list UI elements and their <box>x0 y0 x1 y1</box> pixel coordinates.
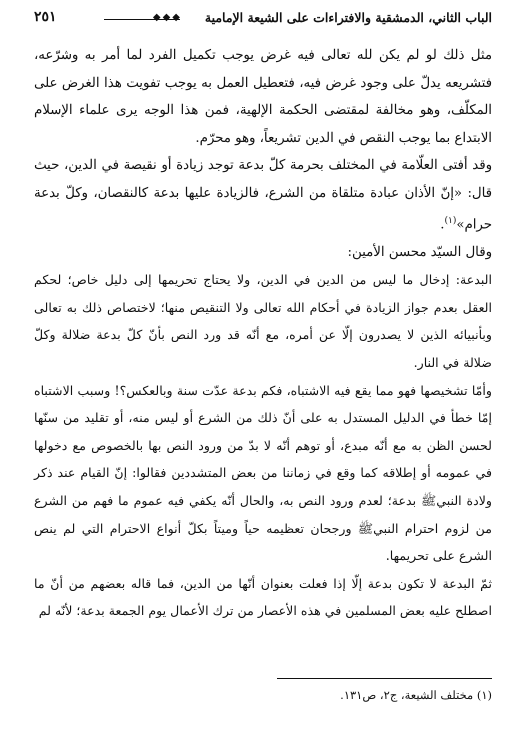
chapter-title: الباب الثاني، الدمشقية والافتراءات على الشيعة الإمامية <box>204 10 492 25</box>
running-header <box>34 6 492 32</box>
quote-intro: وقال السيّد محسن الأمين: <box>347 244 492 260</box>
footnote: (١) مختلف الشيعة، ج٢، ص١٣١. <box>340 688 492 702</box>
quoted-paragraph: ثمّ البدعة لا تكون بدعة إلّا إذا فعلت بعنوان أنّها من الدين، فما قاله بعضهم من أنّ ما اصطلح عليه بعض المسلمين في هذه الأعصار من ترك الأعمال يوم الجمعة بدعة؛ لأنّه لم <box>34 575 492 619</box>
quoted-paragraph: البدعة: إدخال ما ليس من الدين في الدين، ولا يحتاج تحريمها إلى دليل خاص؛ لحكم العقل بعدم جواز الزيادة في أحكام الله تعالى ولا التنقيص منها؛ لاختصاص ذلك به تعالى وبأنبيائه الذين لا يصدرون إلّا عن أمره، مع أنّه قد ورد النص بأنّ كلّ بدعة ضلالة وكلّ ضلالة في النار. <box>34 272 492 370</box>
paragraph: مثل ذلك لو لم يكن لله تعالى فيه غرض يوجب تكميل الفرد لما أمر به وشرّعه، فتشريعه يدلّ على وجود غرض فيه، فتعطيل العمل به يوجب تفويت هذا الغرض على المكلّف، وهو مخالفة لمقتضى الحكمة الإلهية، فمن هذا الوجه يرى علماء الإسلام الابتداع بما يوجب النقص في الدين تشريعاً، وهو محرّم. <box>34 48 492 146</box>
footnote-divider <box>277 678 492 679</box>
page-number: ٢٥١ <box>34 9 57 25</box>
footnote-reference: (١) <box>444 215 457 226</box>
quoted-paragraph: وأمّا تشخيصها فهو مما يقع فيه الاشتباه، فكم بدعة عدّت سنة وبالعكس؟! وسبب الاشتباه إمّا خطأ في الدليل المستدل به على أنّ ذلك من الشرع أو ليس منه، أو تقليد من سنّها لحسن الظن به مع أنّه مبدع، أو توهم أنّه لا بدّ من ورود النص بها بالخصوص مع دخولها في عمومه أو إطلاقه كما وقع في زماننا من بعض المتشددين فقالوا: إنّ القيام عند ذكر ولادة النبيﷺ بدعة؛ لعدم ورود النص به، والحال أنّه يكفي فيه عموم ما فهم من الشرع من لزوم احترام النبيﷺ ورجحان تعظيمه حياً وميتاً بكلّ أنواع الاحترام التي لم ينص الشرع على تحريمها. <box>34 382 492 564</box>
main-text <box>34 42 492 625</box>
ornament-diamonds-icon: ◆◆◆ <box>152 12 182 23</box>
paragraph-with-footnote: وقد أفتى العلّامة في المختلف بحرمة كلّ بدعة توجد زيادة أو نقيصة في الدين، حيث قال: «إنّ الأذان عبادة متلقاة من الشرع، فالزيادة عليها بدعة كالنقصان، وكلّ بدعة حرام»$^{(١)}$. <box>34 158 492 232</box>
header-rule <box>104 19 180 20</box>
paragraph-text: وقد أفتى العلّامة في المختلف بحرمة كلّ بدعة توجد زيادة أو نقيصة في الدين، حيث قال: «إنّ الأذان عبادة متلقاة من الشرع، فالزيادة عليها بدعة كالنقصان، وكلّ بدعة حرام» <box>34 158 492 232</box>
